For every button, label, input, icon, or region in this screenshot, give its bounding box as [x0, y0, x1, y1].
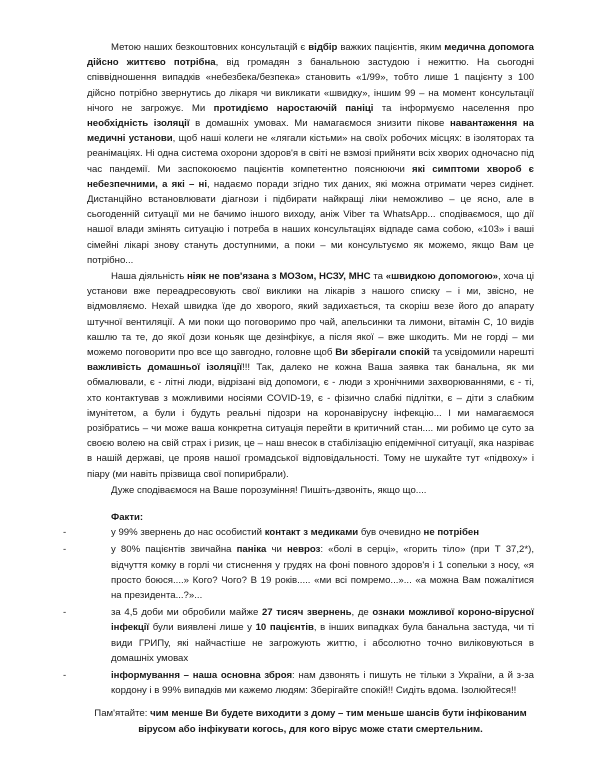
text-run: Метою наших безкоштовних консультацій є — [111, 42, 309, 53]
fact-text — [111, 607, 534, 664]
text-run: , в інших випадках була банальна застуда, чи ті види ГРИПу, які найчастіше не загрожують життю, і абсолютно точно виліковуються в домашніх умовах — [111, 622, 535, 664]
list-marker: - — [63, 544, 67, 556]
fact-text — [111, 670, 534, 696]
paragraph-1 — [87, 40, 534, 268]
text-run: Наша діяльність — [111, 271, 187, 283]
bold-text: 10 пацієнтів — [255, 622, 314, 634]
facts-list — [63, 525, 535, 698]
bold-text: «швидкою допомогою» — [385, 271, 499, 283]
paragraph-2 — [87, 269, 534, 482]
fact-text — [111, 544, 534, 601]
bold-text: ознаки можливої короно-вірусної інфекції — [111, 607, 534, 634]
text-run: та — [370, 271, 386, 283]
bold-text: навантаження на медичні установи — [87, 118, 534, 145]
text-run: , щоб наші колеги не «лягали кістьми» на своїх робочих місцях: в ізоляторах та реанімаціях. Ні одна система охорони здоров'я в світі не взмозі прийняти всіх хворих одночасно під час пандемії. Ми заспокоюємо пацієнтів компетентно пояснюючи — [87, 133, 534, 175]
bold-text: 27 тисяч звернень — [261, 607, 352, 619]
facts-title: Факти: — [111, 512, 144, 524]
bold-text: невроз — [286, 544, 321, 556]
bold-text: медична допомога дійсно життєво потрібна — [87, 42, 534, 69]
fact-item — [63, 525, 534, 540]
list-marker: - — [63, 527, 67, 539]
text-run: : нам дзвонять і пишуть не тільки з України, а й з-за кордону і в 99% випадків ми кажемо людям: Зберігайте спокій!! Сидіть вдома. Ізолюйтеся!! — [111, 669, 535, 697]
text-run: та усвідомили нарешті — [429, 347, 534, 359]
text-run: важких пацієнтів, яким — [337, 42, 445, 53]
text-run: та інформуємо населення про — [373, 102, 534, 114]
closing-statement — [87, 706, 534, 736]
fact-item — [63, 668, 535, 698]
text-run: Дуже сподіваємося на Ваше порозуміння! Пишіть-дзвоніть, якщо що.... — [111, 484, 427, 496]
list-marker: - — [63, 607, 67, 619]
fact-item — [63, 605, 535, 666]
bold-text: чим менше Ви будете виходити з дому – тим меньше шансів бути інфікованим вірусом або інфікувати когось, для кого вірус може стати смертельним. — [138, 708, 527, 735]
text-run: , де — [351, 607, 373, 619]
text-run: був очевидно — [358, 527, 424, 539]
text-run: в домашніх умовах. Ми намагаємося знизити пікове — [189, 118, 450, 130]
bold-text: паніка — [236, 544, 267, 556]
fact-text — [111, 527, 479, 538]
paragraphs — [87, 40, 534, 498]
text-run: у 80% пацієнтів звичайна — [111, 544, 237, 556]
bold-text: не потрібен — [423, 527, 480, 539]
text-run: були виявлені лише у — [149, 622, 256, 634]
bold-text: які симптоми хвороб є небезпечними, а які – ні — [87, 163, 534, 190]
fact-item — [63, 542, 534, 603]
text-run: , від громадян з банальною застудою і нежиттю. На сьогодні співвідношення випадків «небезбека/безпека» становить «1/99», тобто лише 1 пацієнту з 100 дійсно потрібно звернутись до лікаря чи викликати «швидку», іншим 99 – на момент консультації нічого не загрожує. Ми — [87, 57, 534, 114]
bold-text: інформування – наша основна зброя — [111, 669, 293, 681]
bold-text: відбір — [308, 42, 338, 53]
bold-text: Ви зберігали спокій — [335, 347, 430, 359]
list-marker: - — [63, 669, 67, 681]
bold-text: ніяк не пов'язана з МОЗом, НСЗУ, МНС — [186, 271, 371, 283]
bold-text: важливість домашньої ізоляції — [87, 362, 243, 374]
text-run: чи — [266, 544, 287, 556]
bold-text: протидіємо наростаючій паніці — [213, 102, 374, 114]
text-run: , надаємо поради згідно тих даних, які можна отримати через сидінет. Дистанційно встановлювати діагнози і підбирати найкращі ліки неможливо – це ясно, але в сьогоденній ситуації ми не бачимо іншого виходу, аніж Viber та WhatsApp... сподіваємося, що дії нашої влади змінять ситуацію і потреба в наших консультаціях відпаде сама собою, «103» і ваші сімейні лікарі знову стануть доступними, а поки – ми консультуємо як можемо, якщо Вам це потрібно... — [87, 178, 534, 266]
text-run: за 4,5 доби ми обробили майже — [111, 607, 262, 619]
text-run: !!! Так, далеко не кожна Ваша заявка так банальна, як ми обмалювали, є - літні люди, відрізані від допомоги, є - люди з хронічними захворюваннями, є - ті, хто контактував з можливими носіями COVID-19, є - фізично слабкі підлітки, є – діти з слабким імунітетом, а були і будуть реальні підозри на коронавірусну інфекцію... І ми намагаємося розібратись – чи може ваша конкретна ситуація перейти в критичний стан.... ми робимо це суто за своєю волею на свій страх і ризик, це – наш внесок в стабілізацію епідемічної ситуації, яка назріває в нашій державі, це прояв нашої громадської відповідальності. Тому не шукайте тут «підвоху» і піару (ми навіть прізвища свої попирибрали). — [87, 362, 534, 480]
text-run: Пам'ятайте: — [94, 708, 151, 720]
text-run: : «болі в серці», «горить тіло» (при Т 37,2*), відчуття комку в горлі чи стиснення у грудях на фоні повного здоров'я і 1 сопельки з носу, «я просто боюся....» Кого? Чого? В 19 років..... «ми всі помремо...»... «а можна Вам пожалітися на президента...?»... — [111, 544, 534, 601]
text-run: , хоча ці установи вже переадресовують свої виклики на лікарів з нашого списку – і ми, звісно, не відмовляємо. Нехай швидка їде до хворого, який задихається, та скоріш везе його до апарату штучної вентиляції. А ми поки що поговоримо про чай, апельсинки та лимони, вітамін С, 10 видів кашлю та те, до якої дози коньяк ще дезінфікує, а після якої – вже шкодить. Ми не горді – ми можемо поговорити про все що завгодно, головне щоб — [87, 271, 534, 359]
text-run: у 99% звернень до нас особистий — [111, 527, 265, 539]
bold-text: контакт з медиками — [264, 527, 359, 539]
paragraph-3 — [87, 483, 534, 498]
bold-text: необхідність ізоляції — [87, 118, 190, 130]
